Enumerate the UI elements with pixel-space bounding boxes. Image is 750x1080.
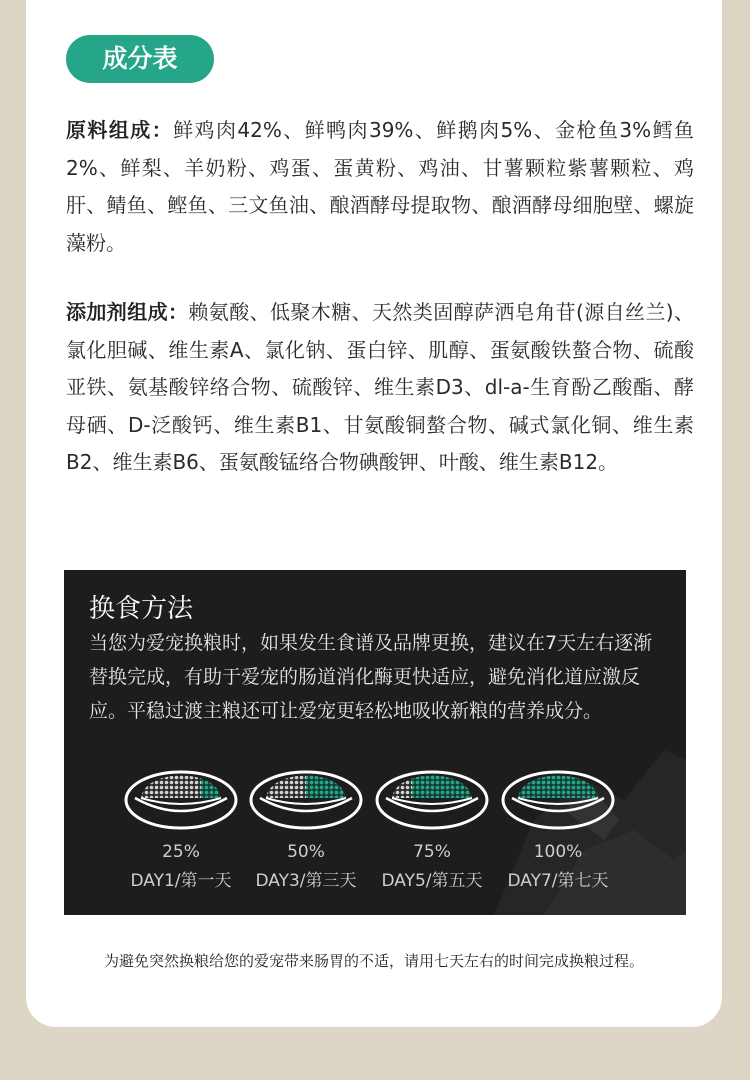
food-base-line [518,798,598,804]
food-bowl-icon [119,760,243,836]
additives-paragraph [66,294,694,482]
transition-title: 换食方法 [89,594,194,624]
step-percent: 75% [413,842,451,862]
step-day: DAY7/第七天 [507,871,609,891]
additives-text: 赖氨酸、低聚木糖、天然类固醇萨洒皂角苷(源自丝兰)、氯化胆碱、维生素A、氯化钠、蛋白锌、肌醇、蛋氨酸铁螯合物、硫酸亚铁、氨基酸锌络合物、硫酸锌、维生素D3、dl-a-生育酚乙酸酯、酵母硒、D-泛酸钙、维生素B1、甘氨酸铜螯合物、碱式氯化铜、维生素B2、维生素B6、蛋氨酸锰络合物碘酸钾、叶酸、维生素B12。 [66,300,695,474]
feeding-transition-panel [64,570,686,915]
food-bowl-icon [244,760,368,836]
bowl-step [496,760,620,891]
content-card [26,0,722,1027]
food-base-line [141,798,221,804]
step-day: DAY1/第一天 [130,871,232,891]
bowl-step [370,760,494,891]
new-food-portion [306,760,346,800]
step-percent: 50% [287,842,325,862]
bowl-step [244,760,368,891]
old-food-portion [141,760,201,800]
section-title-pill: 成分表 [66,35,214,83]
food-base-line [392,798,472,804]
ingredients-label: 原料组成： [66,118,174,142]
new-food-portion [412,760,472,800]
step-day: DAY3/第三天 [255,871,357,891]
additives-label: 添加剂组成： [66,300,189,324]
footer-note: 为避免突然换粮给您的爱宠带来肠胃的不适，请用七天左右的时间完成换粮过程。 [103,952,644,970]
step-day: DAY5/第五天 [381,871,483,891]
bowl-steps [64,760,686,900]
ingredients-paragraph [66,112,694,262]
new-food-portion [518,760,598,800]
step-percent: 100% [533,842,583,862]
step-percent: 25% [162,842,200,862]
transition-description: 当您为爱宠换粮时，如果发生食谱及品牌更换，建议在7天左右逐渐替换完成，有助于爱宠的肠道消化酶更快适应，避免消化道应激反应。平稳过渡主粮还可让爱宠更轻松地吸收新粮的营养成分。 [89,632,653,722]
bowl-step [119,760,243,891]
ingredients-text: 鲜鸡肉42%、鲜鸭肉39%、鲜鹅肉5%、金枪鱼3%鳕鱼2%、鲜梨、羊奶粉、鸡蛋、蛋黄粉、鸡油、甘薯颗粒紫薯颗粒、鸡肝、鲭鱼、鲣鱼、三文鱼油、酿酒酵母提取物、酿酒酵母细胞壁、螺旋藻粉。 [66,118,694,255]
food-bowl-icon [370,760,494,836]
food-base-line [266,798,346,804]
food-bowl-icon [496,760,620,836]
old-food-portion [266,760,306,800]
